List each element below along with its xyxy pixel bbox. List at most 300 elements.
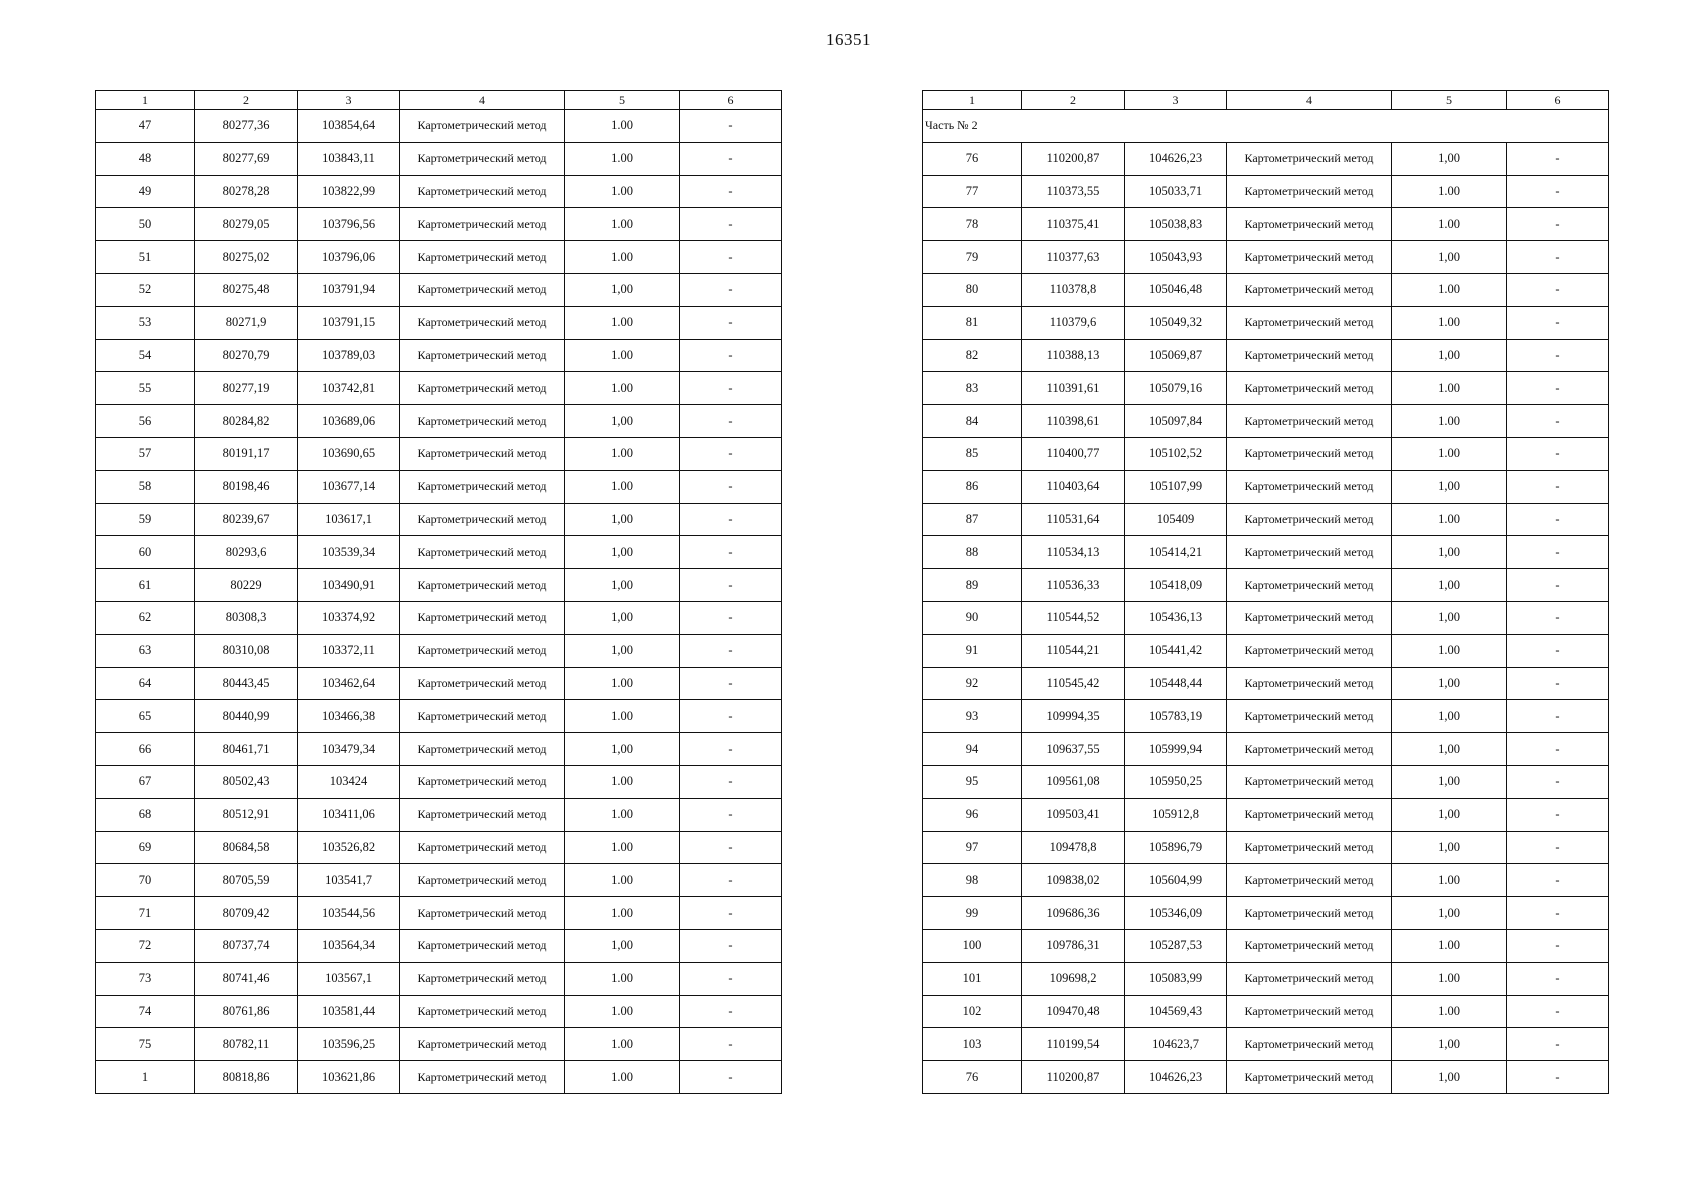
point-number-cell: 101 — [923, 962, 1022, 995]
description-cell: - — [1507, 1061, 1609, 1094]
method-cell: Картометрический метод — [400, 667, 565, 700]
accuracy-cell: 1.00 — [565, 831, 680, 864]
table-row — [923, 864, 1609, 897]
table-header-row — [923, 91, 1609, 110]
table-row — [923, 569, 1609, 602]
point-number-cell: 92 — [923, 667, 1022, 700]
point-number-cell: 50 — [96, 208, 195, 241]
accuracy-cell: 1.00 — [565, 470, 680, 503]
method-cell: Картометрический метод — [1227, 273, 1392, 306]
x-coordinate-cell: 80709,42 — [195, 897, 298, 930]
y-coordinate-cell: 103581,44 — [298, 995, 400, 1028]
x-coordinate-cell: 109503,41 — [1022, 798, 1125, 831]
method-cell: Картометрический метод — [400, 273, 565, 306]
y-coordinate-cell: 103539,34 — [298, 536, 400, 569]
x-coordinate-cell: 109838,02 — [1022, 864, 1125, 897]
description-cell: - — [680, 470, 782, 503]
point-number-cell: 56 — [96, 405, 195, 438]
point-number-cell: 85 — [923, 437, 1022, 470]
column-header: 1 — [923, 91, 1022, 110]
method-cell: Картометрический метод — [1227, 700, 1392, 733]
accuracy-cell: 1,00 — [1392, 1028, 1507, 1061]
accuracy-cell: 1.00 — [565, 995, 680, 1028]
table-row — [923, 208, 1609, 241]
x-coordinate-cell: 109637,55 — [1022, 733, 1125, 766]
point-number-cell: 79 — [923, 241, 1022, 274]
description-cell: - — [680, 634, 782, 667]
description-cell: - — [1507, 437, 1609, 470]
table-row — [923, 700, 1609, 733]
description-cell: - — [1507, 1028, 1609, 1061]
method-cell: Картометрический метод — [400, 241, 565, 274]
method-cell: Картометрический метод — [400, 733, 565, 766]
table-row — [96, 962, 782, 995]
method-cell: Картометрический метод — [1227, 437, 1392, 470]
table-row — [923, 175, 1609, 208]
y-coordinate-cell: 105033,71 — [1125, 175, 1227, 208]
table-row — [923, 601, 1609, 634]
point-number-cell: 52 — [96, 273, 195, 306]
point-number-cell: 89 — [923, 569, 1022, 602]
point-number-cell: 68 — [96, 798, 195, 831]
x-coordinate-cell: 110534,13 — [1022, 536, 1125, 569]
x-coordinate-cell: 109470,48 — [1022, 995, 1125, 1028]
description-cell: - — [680, 667, 782, 700]
description-cell: - — [680, 241, 782, 274]
accuracy-cell: 1.00 — [565, 175, 680, 208]
x-coordinate-cell: 80684,58 — [195, 831, 298, 864]
x-coordinate-cell: 80461,71 — [195, 733, 298, 766]
accuracy-cell: 1,00 — [1392, 765, 1507, 798]
x-coordinate-cell: 110199,54 — [1022, 1028, 1125, 1061]
y-coordinate-cell: 103791,15 — [298, 306, 400, 339]
x-coordinate-cell: 80440,99 — [195, 700, 298, 733]
table-row — [96, 110, 782, 143]
accuracy-cell: 1,00 — [1392, 470, 1507, 503]
point-number-cell: 51 — [96, 241, 195, 274]
method-cell: Картометрический метод — [400, 175, 565, 208]
accuracy-cell: 1.00 — [565, 897, 680, 930]
y-coordinate-cell: 103822,99 — [298, 175, 400, 208]
point-number-cell: 54 — [96, 339, 195, 372]
y-coordinate-cell: 103677,14 — [298, 470, 400, 503]
description-cell: - — [680, 864, 782, 897]
point-number-cell: 57 — [96, 437, 195, 470]
x-coordinate-cell: 80191,17 — [195, 437, 298, 470]
x-coordinate-cell: 110373,55 — [1022, 175, 1125, 208]
x-coordinate-cell: 80277,36 — [195, 110, 298, 143]
description-cell: - — [680, 1028, 782, 1061]
x-coordinate-cell: 80308,3 — [195, 601, 298, 634]
point-number-cell: 102 — [923, 995, 1022, 1028]
accuracy-cell: 1.00 — [565, 437, 680, 470]
method-cell: Картометрический метод — [1227, 798, 1392, 831]
x-coordinate-cell: 80198,46 — [195, 470, 298, 503]
point-number-cell: 1 — [96, 1061, 195, 1094]
point-number-cell: 76 — [923, 1061, 1022, 1094]
accuracy-cell: 1,00 — [1392, 536, 1507, 569]
x-coordinate-cell: 110531,64 — [1022, 503, 1125, 536]
description-cell: - — [680, 700, 782, 733]
point-number-cell: 96 — [923, 798, 1022, 831]
description-cell: - — [680, 897, 782, 930]
y-coordinate-cell: 105448,44 — [1125, 667, 1227, 700]
table-row — [923, 536, 1609, 569]
y-coordinate-cell: 105102,52 — [1125, 437, 1227, 470]
x-coordinate-cell: 80270,79 — [195, 339, 298, 372]
x-coordinate-cell: 80512,91 — [195, 798, 298, 831]
method-cell: Картометрический метод — [1227, 372, 1392, 405]
x-coordinate-cell: 110377,63 — [1022, 241, 1125, 274]
x-coordinate-cell: 110391,61 — [1022, 372, 1125, 405]
table-row — [923, 831, 1609, 864]
description-cell: - — [680, 929, 782, 962]
y-coordinate-cell: 105083,99 — [1125, 962, 1227, 995]
point-number-cell: 47 — [96, 110, 195, 143]
x-coordinate-cell: 80277,69 — [195, 142, 298, 175]
accuracy-cell: 1.00 — [1392, 372, 1507, 405]
y-coordinate-cell: 105097,84 — [1125, 405, 1227, 438]
method-cell: Картометрический метод — [400, 437, 565, 470]
accuracy-cell: 1.00 — [1392, 175, 1507, 208]
description-cell: - — [1507, 175, 1609, 208]
x-coordinate-cell: 80278,28 — [195, 175, 298, 208]
point-number-cell: 71 — [96, 897, 195, 930]
y-coordinate-cell: 103374,92 — [298, 601, 400, 634]
accuracy-cell: 1,00 — [1392, 1061, 1507, 1094]
description-cell: - — [1507, 569, 1609, 602]
method-cell: Картометрический метод — [400, 962, 565, 995]
description-cell: - — [1507, 798, 1609, 831]
table-row — [96, 995, 782, 1028]
column-header: 6 — [1507, 91, 1609, 110]
point-number-cell: 90 — [923, 601, 1022, 634]
accuracy-cell: 1.00 — [565, 142, 680, 175]
y-coordinate-cell: 103689,06 — [298, 405, 400, 438]
accuracy-cell: 1.00 — [1392, 503, 1507, 536]
method-cell: Картометрический метод — [400, 864, 565, 897]
description-cell: - — [680, 503, 782, 536]
point-number-cell: 53 — [96, 306, 195, 339]
point-number-cell: 78 — [923, 208, 1022, 241]
table-row — [96, 864, 782, 897]
y-coordinate-cell: 105912,8 — [1125, 798, 1227, 831]
table-row — [96, 405, 782, 438]
y-coordinate-cell: 103564,34 — [298, 929, 400, 962]
accuracy-cell: 1.00 — [565, 962, 680, 995]
accuracy-cell: 1.00 — [565, 1028, 680, 1061]
method-cell: Картометрический метод — [400, 503, 565, 536]
description-cell: - — [680, 372, 782, 405]
y-coordinate-cell: 105414,21 — [1125, 536, 1227, 569]
x-coordinate-cell: 110398,61 — [1022, 405, 1125, 438]
table-row — [923, 1061, 1609, 1094]
accuracy-cell: 1,00 — [565, 273, 680, 306]
y-coordinate-cell: 104626,23 — [1125, 142, 1227, 175]
column-header: 6 — [680, 91, 782, 110]
accuracy-cell: 1,00 — [1392, 831, 1507, 864]
point-number-cell: 100 — [923, 929, 1022, 962]
description-cell: - — [680, 536, 782, 569]
table-row — [923, 995, 1609, 1028]
x-coordinate-cell: 80443,45 — [195, 667, 298, 700]
point-number-cell: 69 — [96, 831, 195, 864]
point-number-cell: 60 — [96, 536, 195, 569]
table-row — [923, 929, 1609, 962]
table-row — [923, 897, 1609, 930]
x-coordinate-cell: 80502,43 — [195, 765, 298, 798]
point-number-cell: 74 — [96, 995, 195, 1028]
method-cell: Картометрический метод — [400, 1028, 565, 1061]
method-cell: Картометрический метод — [1227, 634, 1392, 667]
method-cell: Картометрический метод — [1227, 405, 1392, 438]
description-cell: - — [680, 175, 782, 208]
table-row — [923, 962, 1609, 995]
point-number-cell: 64 — [96, 667, 195, 700]
accuracy-cell: 1.00 — [1392, 437, 1507, 470]
x-coordinate-cell: 109478,8 — [1022, 831, 1125, 864]
column-header: 2 — [195, 91, 298, 110]
y-coordinate-cell: 105418,09 — [1125, 569, 1227, 602]
accuracy-cell: 1,00 — [565, 733, 680, 766]
point-number-cell: 94 — [923, 733, 1022, 766]
method-cell: Картометрический метод — [1227, 733, 1392, 766]
y-coordinate-cell: 103479,34 — [298, 733, 400, 766]
method-cell: Картометрический метод — [400, 897, 565, 930]
accuracy-cell: 1.00 — [1392, 306, 1507, 339]
method-cell: Картометрический метод — [1227, 601, 1392, 634]
accuracy-cell: 1.00 — [565, 110, 680, 143]
accuracy-cell: 1,00 — [1392, 667, 1507, 700]
table-row — [96, 372, 782, 405]
method-cell: Картометрический метод — [1227, 175, 1392, 208]
description-cell: - — [680, 306, 782, 339]
y-coordinate-cell: 105346,09 — [1125, 897, 1227, 930]
method-cell: Картометрический метод — [400, 405, 565, 438]
column-header: 3 — [1125, 91, 1227, 110]
table-row — [923, 372, 1609, 405]
description-cell: - — [680, 142, 782, 175]
accuracy-cell: 1,00 — [565, 569, 680, 602]
description-cell: - — [1507, 831, 1609, 864]
description-cell: - — [1507, 897, 1609, 930]
method-cell: Картометрический метод — [400, 1061, 565, 1094]
x-coordinate-cell: 80705,59 — [195, 864, 298, 897]
y-coordinate-cell: 103742,81 — [298, 372, 400, 405]
point-number-cell: 72 — [96, 929, 195, 962]
table-row — [96, 569, 782, 602]
accuracy-cell: 1,00 — [565, 601, 680, 634]
part-label: Часть № 2 — [923, 110, 1609, 143]
page-number: 16351 — [826, 30, 871, 49]
method-cell: Картометрический метод — [1227, 339, 1392, 372]
table-row — [96, 339, 782, 372]
description-cell: - — [680, 110, 782, 143]
column-header: 3 — [298, 91, 400, 110]
description-cell: - — [680, 437, 782, 470]
table-row — [96, 897, 782, 930]
method-cell: Картометрический метод — [400, 470, 565, 503]
y-coordinate-cell: 105950,25 — [1125, 765, 1227, 798]
accuracy-cell: 1.00 — [565, 700, 680, 733]
accuracy-cell: 1.00 — [565, 372, 680, 405]
description-cell: - — [680, 765, 782, 798]
table-row — [923, 306, 1609, 339]
method-cell: Картометрический метод — [400, 142, 565, 175]
point-number-cell: 66 — [96, 733, 195, 766]
x-coordinate-cell: 109561,08 — [1022, 765, 1125, 798]
table-row — [96, 929, 782, 962]
description-cell: - — [680, 601, 782, 634]
method-cell: Картометрический метод — [400, 798, 565, 831]
x-coordinate-cell: 109994,35 — [1022, 700, 1125, 733]
method-cell: Картометрический метод — [1227, 470, 1392, 503]
accuracy-cell: 1.00 — [565, 241, 680, 274]
table-row — [96, 798, 782, 831]
y-coordinate-cell: 103567,1 — [298, 962, 400, 995]
description-cell: - — [1507, 929, 1609, 962]
description-cell: - — [1507, 241, 1609, 274]
method-cell: Картометрический метод — [1227, 864, 1392, 897]
x-coordinate-cell: 80782,11 — [195, 1028, 298, 1061]
x-coordinate-cell: 110544,52 — [1022, 601, 1125, 634]
table-row — [923, 634, 1609, 667]
table-row — [96, 273, 782, 306]
description-cell: - — [680, 798, 782, 831]
point-number-cell: 76 — [923, 142, 1022, 175]
table-row — [96, 831, 782, 864]
description-cell: - — [1507, 700, 1609, 733]
description-cell: - — [1507, 733, 1609, 766]
y-coordinate-cell: 103490,91 — [298, 569, 400, 602]
x-coordinate-cell: 80239,67 — [195, 503, 298, 536]
description-cell: - — [1507, 273, 1609, 306]
x-coordinate-cell: 109698,2 — [1022, 962, 1125, 995]
y-coordinate-cell: 103372,11 — [298, 634, 400, 667]
point-number-cell: 91 — [923, 634, 1022, 667]
accuracy-cell: 1.00 — [565, 1061, 680, 1094]
method-cell: Картометрический метод — [400, 110, 565, 143]
point-number-cell: 65 — [96, 700, 195, 733]
table-row — [923, 142, 1609, 175]
method-cell: Картометрический метод — [400, 700, 565, 733]
accuracy-cell: 1.00 — [1392, 634, 1507, 667]
accuracy-cell: 1.00 — [1392, 962, 1507, 995]
description-cell: - — [1507, 634, 1609, 667]
point-number-cell: 83 — [923, 372, 1022, 405]
y-coordinate-cell: 103789,03 — [298, 339, 400, 372]
y-coordinate-cell: 104569,43 — [1125, 995, 1227, 1028]
x-coordinate-cell: 80271,9 — [195, 306, 298, 339]
description-cell: - — [680, 569, 782, 602]
description-cell: - — [1507, 962, 1609, 995]
table-row — [96, 175, 782, 208]
method-cell: Картометрический метод — [1227, 962, 1392, 995]
table-row — [923, 241, 1609, 274]
y-coordinate-cell: 103544,56 — [298, 897, 400, 930]
method-cell: Картометрический метод — [400, 831, 565, 864]
table-row — [923, 765, 1609, 798]
point-number-cell: 70 — [96, 864, 195, 897]
point-number-cell: 80 — [923, 273, 1022, 306]
y-coordinate-cell: 104623,7 — [1125, 1028, 1227, 1061]
point-number-cell: 93 — [923, 700, 1022, 733]
point-number-cell: 59 — [96, 503, 195, 536]
description-cell: - — [1507, 142, 1609, 175]
accuracy-cell: 1,00 — [565, 536, 680, 569]
accuracy-cell: 1,00 — [1392, 142, 1507, 175]
table-row — [923, 798, 1609, 831]
x-coordinate-cell: 80761,86 — [195, 995, 298, 1028]
method-cell: Картометрический метод — [400, 569, 565, 602]
x-coordinate-cell: 110536,33 — [1022, 569, 1125, 602]
table-row — [923, 470, 1609, 503]
method-cell: Картометрический метод — [1227, 142, 1392, 175]
accuracy-cell: 1,00 — [1392, 897, 1507, 930]
accuracy-cell: 1,00 — [565, 929, 680, 962]
table-row — [923, 733, 1609, 766]
y-coordinate-cell: 105287,53 — [1125, 929, 1227, 962]
accuracy-cell: 1,00 — [1392, 339, 1507, 372]
accuracy-cell: 1,00 — [1392, 601, 1507, 634]
table-row — [96, 241, 782, 274]
x-coordinate-cell: 110545,42 — [1022, 667, 1125, 700]
x-coordinate-cell: 110378,8 — [1022, 273, 1125, 306]
method-cell: Картометрический метод — [400, 601, 565, 634]
description-cell: - — [1507, 536, 1609, 569]
accuracy-cell: 1.00 — [565, 765, 680, 798]
y-coordinate-cell: 103621,86 — [298, 1061, 400, 1094]
x-coordinate-cell: 80275,02 — [195, 241, 298, 274]
point-number-cell: 87 — [923, 503, 1022, 536]
column-header: 4 — [400, 91, 565, 110]
coordinates-table-right — [922, 90, 1609, 1094]
description-cell: - — [1507, 503, 1609, 536]
y-coordinate-cell: 103424 — [298, 765, 400, 798]
method-cell: Картометрический метод — [1227, 306, 1392, 339]
accuracy-cell: 1.00 — [1392, 273, 1507, 306]
accuracy-cell: 1,00 — [565, 634, 680, 667]
x-coordinate-cell: 110403,64 — [1022, 470, 1125, 503]
y-coordinate-cell: 105079,16 — [1125, 372, 1227, 405]
accuracy-cell: 1,00 — [565, 503, 680, 536]
y-coordinate-cell: 105043,93 — [1125, 241, 1227, 274]
method-cell: Картометрический метод — [400, 536, 565, 569]
table-row — [923, 437, 1609, 470]
description-cell: - — [1507, 995, 1609, 1028]
point-number-cell: 82 — [923, 339, 1022, 372]
accuracy-cell: 1.00 — [1392, 405, 1507, 438]
accuracy-cell: 1,00 — [1392, 700, 1507, 733]
point-number-cell: 95 — [923, 765, 1022, 798]
table-row — [923, 503, 1609, 536]
method-cell: Картометрический метод — [1227, 667, 1392, 700]
x-coordinate-cell: 80279,05 — [195, 208, 298, 241]
accuracy-cell: 1.00 — [565, 306, 680, 339]
description-cell: - — [680, 405, 782, 438]
method-cell: Картометрический метод — [400, 995, 565, 1028]
table-row — [96, 733, 782, 766]
y-coordinate-cell: 105999,94 — [1125, 733, 1227, 766]
point-number-cell: 55 — [96, 372, 195, 405]
y-coordinate-cell: 103854,64 — [298, 110, 400, 143]
accuracy-cell: 1,00 — [1392, 241, 1507, 274]
accuracy-cell: 1.00 — [565, 339, 680, 372]
table-row — [96, 667, 782, 700]
method-cell: Картометрический метод — [400, 339, 565, 372]
table-row — [96, 437, 782, 470]
y-coordinate-cell: 103596,25 — [298, 1028, 400, 1061]
